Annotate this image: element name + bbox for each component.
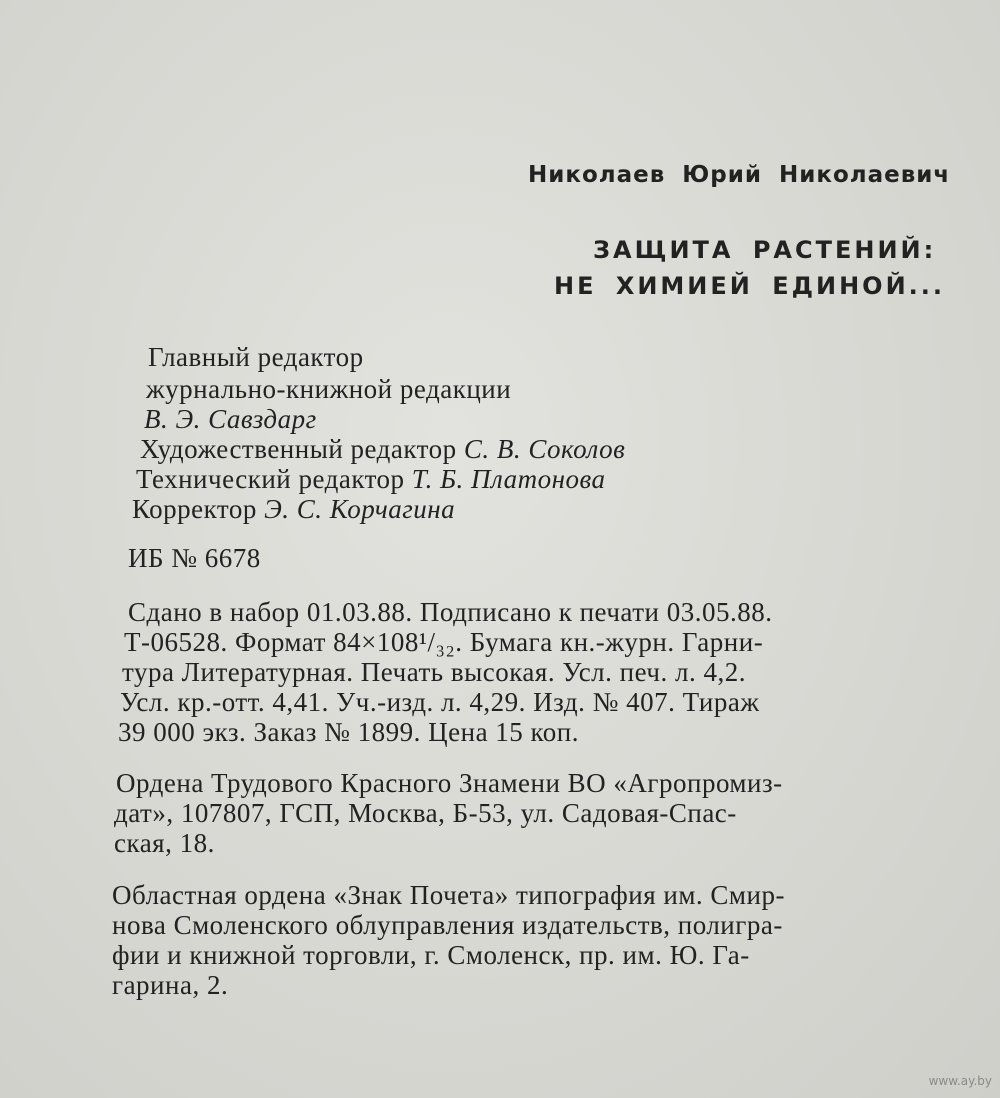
chief-editor-name: В. Э. Савздарг <box>144 404 317 434</box>
publisher-line-2: дат», 107807, ГСП, Москва, Б-53, ул. Садовая-Спас- <box>114 798 737 828</box>
book-title-line-2: НЕ ХИМИЕЙ ЕДИНОЙ... <box>554 272 946 300</box>
book-title-line-1: ЗАЩИТА РАСТЕНИЙ: <box>593 236 937 264</box>
watermark: www.ay.by <box>928 1074 992 1088</box>
art-editor-label: Художественный редактор <box>140 434 457 464</box>
tech-editor-credit <box>136 464 606 495</box>
imprint-line-5: 39 000 экз. Заказ № 1899. Цена 15 коп. <box>118 717 580 747</box>
printer-line-4: гарина, 2. <box>112 970 229 1000</box>
corrector-label: Корректор <box>132 494 257 524</box>
imprint-line-2: Т-06528. Формат 84×108¹/₃₂. Бумага кн.-журн. Гарни- <box>124 627 764 657</box>
imprint-line-3: тура Литературная. Печать высокая. Усл. печ. л. 4,2. <box>122 657 746 687</box>
printer-line-1: Областная ордена «Знак Почета» типография им. Смир- <box>112 880 785 910</box>
printer-line-2: нова Смоленского облуправления издательств, полигра- <box>112 910 783 940</box>
tech-editor-label: Технический редактор <box>136 464 405 494</box>
printer-line-3: фии и книжной торговли, г. Смоленск, пр. им. Ю. Га- <box>112 940 750 970</box>
publisher-line-3: ская, 18. <box>114 828 215 858</box>
publisher-line-1: Ордена Трудового Красного Знамени ВО «Агропромиз- <box>116 768 783 798</box>
corrector-name: Э. С. Корчагина <box>264 494 456 524</box>
corrector-credit <box>132 494 455 525</box>
chief-editor-label-2: журнально-книжной редакции <box>146 374 512 404</box>
tech-editor-name: Т. Б. Платонова <box>411 464 606 494</box>
ib-number: ИБ № 6678 <box>128 543 261 573</box>
art-editor-name: С. В. Соколов <box>463 434 626 464</box>
imprint-line-1: Сдано в набор 01.03.88. Подписано к печати 03.05.88. <box>128 597 773 627</box>
chief-editor-label-1: Главный редактор <box>148 342 364 372</box>
art-editor-credit <box>140 434 625 465</box>
imprint-line-4: Усл. кр.-отт. 4,41. Уч.-изд. л. 4,29. Изд. № 407. Тираж <box>120 687 760 717</box>
author-name: Николаев Юрий Николаевич <box>528 162 951 188</box>
